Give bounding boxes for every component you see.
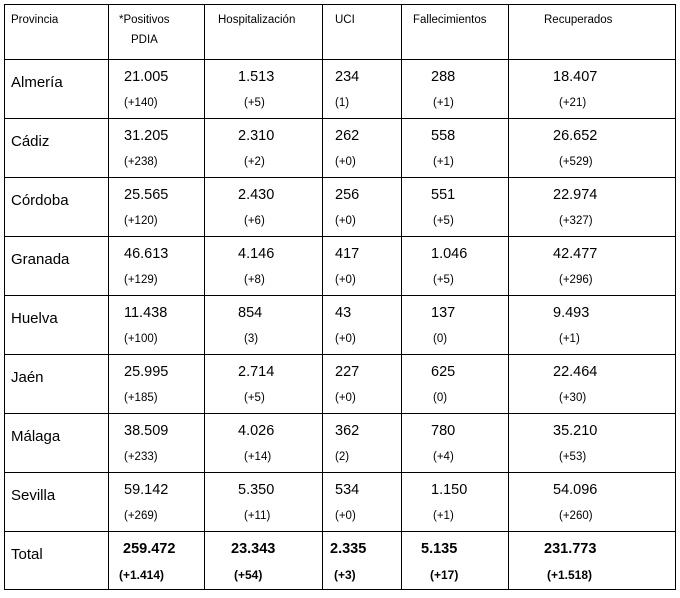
uci-delta: (+0) [335,215,356,227]
fallecimientos-delta: (+5) [433,215,454,227]
table-body [5,60,676,590]
positivos-delta: (+269) [124,510,158,522]
recuperados-cell [509,296,676,355]
positivos-value: 46.613 [124,246,169,262]
uci-cell [323,178,402,237]
header-fallecimientos: Fallecimientos [402,5,509,60]
fallecimientos-delta: (+17) [430,568,459,582]
fallecimientos-delta: (0) [433,392,448,404]
positivos-delta: (+129) [124,274,158,286]
recuperados-delta: (+327) [559,215,593,227]
recuperados-value: 22.974 [553,187,598,203]
fallecimientos-cell [402,178,509,237]
uci-cell [323,532,402,590]
recuperados-cell [509,355,676,414]
hospitalizacion-value: 23.343 [231,541,276,557]
header-hospitalizacion: Hospitalización [205,5,323,60]
hospitalizacion-cell [205,60,323,119]
table-row [5,178,676,237]
province-cell [5,532,109,590]
table-row [5,237,676,296]
province-cell [5,414,109,473]
fallecimientos-delta: (+5) [433,274,454,286]
fallecimientos-value: 1.046 [431,246,468,262]
hospitalizacion-delta: (3) [244,333,259,345]
hospitalizacion-cell [205,532,323,590]
uci-value: 2.335 [330,541,367,557]
uci-value: 43 [335,305,352,321]
province-cell [5,296,109,355]
fallecimientos-value: 625 [431,364,456,380]
recuperados-cell [509,119,676,178]
recuperados-value: 9.493 [553,305,590,321]
province-cell [5,473,109,532]
uci-value: 417 [335,246,360,262]
positivos-value: 259.472 [123,541,176,557]
recuperados-delta: (+21) [559,97,587,109]
hospitalizacion-value: 2.714 [238,364,275,380]
uci-value: 534 [335,482,360,498]
fallecimientos-cell [402,296,509,355]
province-name: Córdoba [11,192,69,209]
positivos-cell [109,532,205,590]
positivos-cell [109,473,205,532]
hospitalizacion-cell [205,355,323,414]
fallecimientos-value: 5.135 [421,541,458,557]
positivos-delta: (+100) [124,333,158,345]
header-row [5,5,676,60]
fallecimientos-value: 551 [431,187,456,203]
province-cell [5,237,109,296]
recuperados-value: 18.407 [553,69,598,85]
hospitalizacion-delta: (+5) [244,97,265,109]
positivos-cell [109,60,205,119]
fallecimientos-cell [402,532,509,590]
uci-delta: (+0) [335,156,356,168]
recuperados-delta: (+1) [559,333,580,345]
recuperados-delta: (+1.518) [547,568,593,582]
recuperados-cell [509,237,676,296]
uci-delta: (1) [335,97,350,109]
positivos-cell [109,414,205,473]
province-name: Almería [11,74,63,91]
positivos-delta: (+140) [124,97,158,109]
uci-cell [323,296,402,355]
recuperados-delta: (+30) [559,392,587,404]
hospitalizacion-value: 2.430 [238,187,275,203]
recuperados-delta: (+529) [559,156,593,168]
province-name: Huelva [11,310,58,327]
hospitalizacion-delta: (+54) [234,568,263,582]
uci-value: 362 [335,423,360,439]
province-cell [5,119,109,178]
province-cell [5,355,109,414]
table-row [5,473,676,532]
uci-value: 256 [335,187,360,203]
fallecimientos-delta: (0) [433,333,448,345]
recuperados-value: 54.096 [553,482,598,498]
table-row [5,296,676,355]
header-provincia: Provincia [5,5,109,60]
uci-cell [323,237,402,296]
fallecimientos-delta: (+1) [433,97,454,109]
fallecimientos-delta: (+1) [433,156,454,168]
province-name: Málaga [11,428,61,445]
province-name: Sevilla [11,487,56,504]
recuperados-delta: (+296) [559,274,593,286]
hospitalizacion-value: 2.310 [238,128,275,144]
positivos-cell [109,237,205,296]
header-recuperados: Recuperados [509,5,676,60]
hospitalizacion-value: 4.146 [238,246,275,262]
positivos-cell [109,355,205,414]
province-name: Cádiz [11,133,50,150]
fallecimientos-cell [402,355,509,414]
recuperados-cell [509,414,676,473]
positivos-value: 38.509 [124,423,169,439]
positivos-value: 59.142 [124,482,169,498]
recuperados-value: 42.477 [553,246,598,262]
uci-cell [323,414,402,473]
province-name: Jaén [11,369,44,386]
recuperados-value: 22.464 [553,364,598,380]
fallecimientos-value: 288 [431,69,456,85]
header-positivos: *Positivos PDIA [109,5,205,60]
fallecimientos-cell [402,119,509,178]
recuperados-cell [509,178,676,237]
province-cell [5,178,109,237]
uci-delta: (+3) [334,568,356,582]
total-row [5,532,676,590]
uci-cell [323,355,402,414]
uci-value: 227 [335,364,360,380]
fallecimientos-delta: (+4) [433,451,454,463]
uci-delta: (+0) [335,333,356,345]
recuperados-value: 231.773 [544,541,597,557]
hospitalizacion-value: 1.513 [238,69,275,85]
hospitalizacion-value: 854 [238,305,263,321]
positivos-value: 31.205 [124,128,169,144]
positivos-value: 21.005 [124,69,169,85]
positivos-value: 25.565 [124,187,169,203]
uci-delta: (2) [335,451,350,463]
positivos-cell [109,296,205,355]
recuperados-cell [509,532,676,590]
recuperados-cell [509,60,676,119]
recuperados-delta: (+53) [559,451,587,463]
positivos-delta: (+233) [124,451,158,463]
covid-province-table [4,4,676,590]
positivos-cell [109,119,205,178]
province-name: Total [11,546,43,563]
fallecimientos-value: 1.150 [431,482,468,498]
hospitalizacion-delta: (+14) [244,451,272,463]
fallecimientos-cell [402,237,509,296]
recuperados-cell [509,473,676,532]
hospitalizacion-cell [205,296,323,355]
positivos-delta: (+238) [124,156,158,168]
header-uci: UCI [323,5,402,60]
hospitalizacion-cell [205,119,323,178]
hospitalizacion-delta: (+2) [244,156,265,168]
hospitalizacion-value: 4.026 [238,423,275,439]
fallecimientos-delta: (+1) [433,510,454,522]
hospitalizacion-delta: (+11) [244,510,271,522]
hospitalizacion-cell [205,473,323,532]
covid-province-table-container [4,4,675,595]
recuperados-delta: (+260) [559,510,593,522]
hospitalizacion-delta: (+6) [244,215,265,227]
positivos-delta: (+185) [124,392,158,404]
recuperados-value: 26.652 [553,128,598,144]
province-name: Granada [11,251,70,268]
uci-cell [323,60,402,119]
uci-delta: (+0) [335,392,356,404]
uci-delta: (+0) [335,510,356,522]
positivos-value: 11.438 [124,305,168,321]
fallecimientos-value: 780 [431,423,456,439]
table-row [5,414,676,473]
hospitalizacion-cell [205,178,323,237]
recuperados-value: 35.210 [553,423,598,439]
fallecimientos-value: 137 [431,305,456,321]
hospitalizacion-delta: (+5) [244,392,265,404]
table-row [5,119,676,178]
uci-cell [323,119,402,178]
fallecimientos-cell [402,473,509,532]
positivos-delta: (+120) [124,215,158,227]
uci-cell [323,473,402,532]
uci-delta: (+0) [335,274,356,286]
hospitalizacion-value: 5.350 [238,482,275,498]
province-cell [5,60,109,119]
uci-value: 234 [335,69,360,85]
hospitalizacion-cell [205,414,323,473]
table-row [5,60,676,119]
uci-value: 262 [335,128,360,144]
fallecimientos-cell [402,414,509,473]
positivos-cell [109,178,205,237]
table-row [5,355,676,414]
fallecimientos-cell [402,60,509,119]
fallecimientos-value: 558 [431,128,456,144]
hospitalizacion-cell [205,237,323,296]
positivos-delta: (+1.414) [119,568,165,582]
hospitalizacion-delta: (+8) [244,274,265,286]
positivos-value: 25.995 [124,364,169,380]
